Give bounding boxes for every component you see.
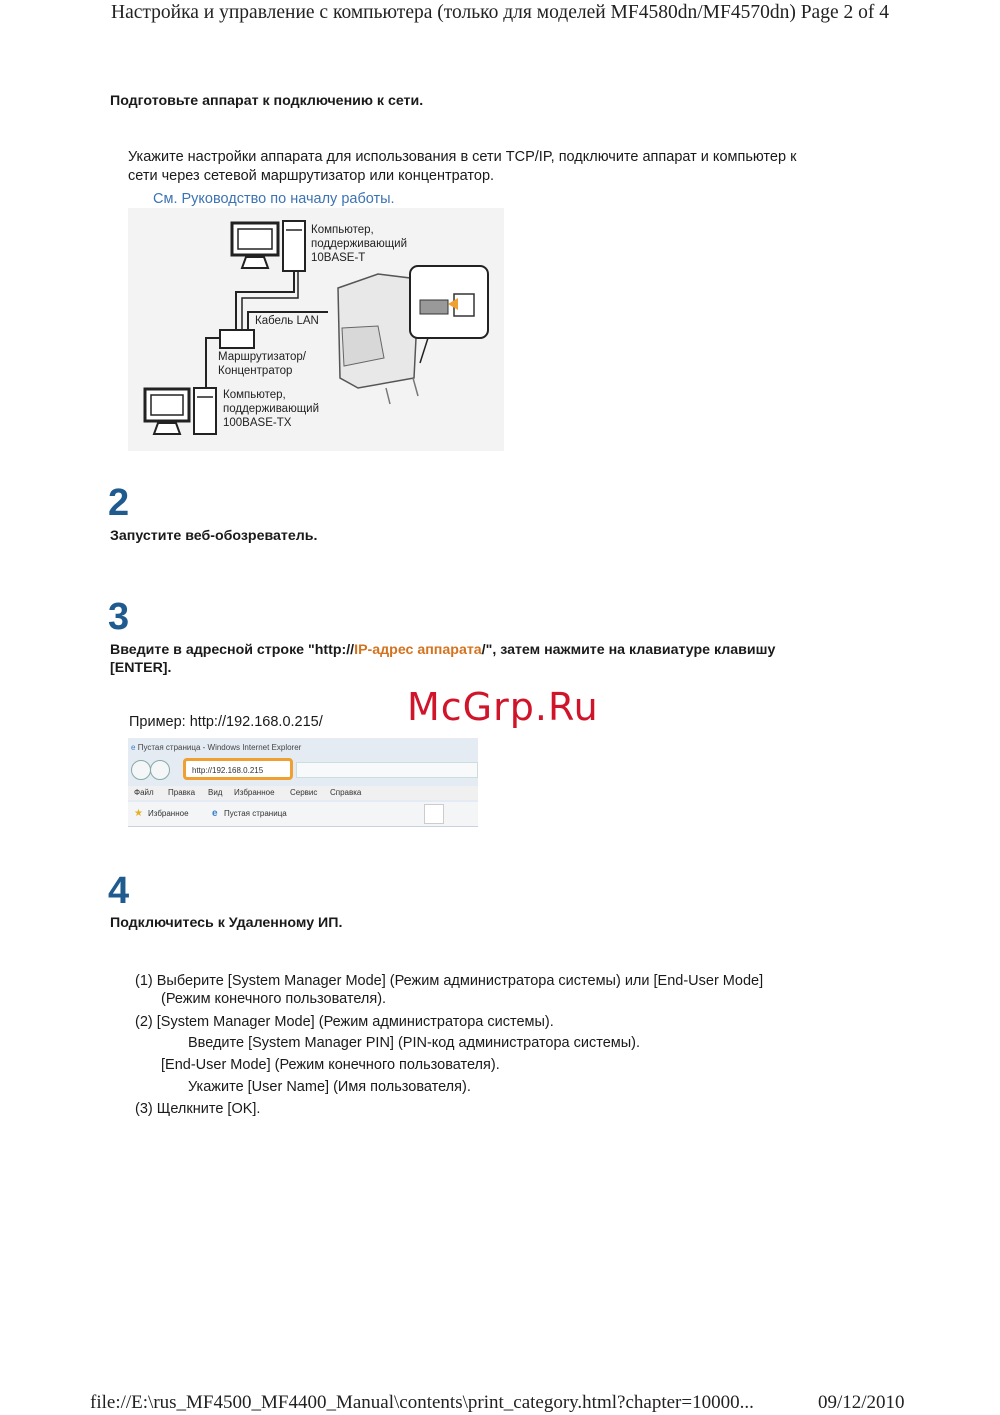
label-pc-bottom: [223, 388, 319, 430]
step3-heading-line2: [ENTER].: [110, 660, 172, 676]
step4-heading: Подключитесь к Удаленному ИП.: [110, 915, 343, 931]
step3-number: 3: [108, 596, 130, 638]
step3-example: Пример: http://192.168.0.215/: [129, 714, 323, 730]
menu-bar: [128, 786, 478, 800]
label-pc-bottom-3: 100BASE-TX: [223, 417, 292, 429]
label-pc-top: [311, 223, 407, 265]
step4-number: 4: [108, 870, 130, 912]
step2-number: 2: [108, 482, 130, 524]
menu-tools[interactable]: Сервис: [290, 788, 318, 797]
step2-heading: Запустите веб-обозреватель.: [110, 528, 318, 544]
menu-edit[interactable]: Правка: [168, 788, 196, 797]
back-button-icon[interactable]: [131, 760, 151, 780]
network-diagram: [128, 208, 504, 451]
star-icon: ★: [134, 808, 143, 819]
label-pc-bottom-1: Компьютер,: [223, 389, 286, 401]
page-icon: e: [212, 808, 218, 819]
step1-heading: Подготовьте аппарат к подключению к сети.: [110, 93, 424, 109]
menu-file[interactable]: Файл: [134, 788, 154, 797]
step3-heading: [110, 641, 890, 677]
menu-view[interactable]: Вид: [208, 788, 223, 797]
forward-button-icon[interactable]: [150, 760, 170, 780]
address-text: http://192.168.0.215: [192, 766, 264, 775]
label-pc-top-2: поддерживающий: [311, 238, 408, 250]
menu-help[interactable]: Справка: [330, 788, 362, 797]
step3-heading-prefix: Введите в адресной строке "http://: [110, 642, 355, 658]
ie-logo-icon: e: [131, 743, 136, 752]
step4-item-2-enduser: [End-User Mode] (Режим конечного пользователя).: [161, 1057, 500, 1073]
watermark: McGrp.Ru: [407, 685, 599, 729]
step1-text-line1: Укажите настройки аппарата для использования в сети TCP/IP, подключите аппарат и компьютер к: [128, 149, 797, 165]
page-header: Настройка и управление с компьютера (только для моделей MF4580dn/MF4570dn) Page 2 of 4: [111, 2, 889, 23]
address-bar-tail: [296, 762, 478, 778]
step1-text: [128, 148, 908, 186]
step4-item-2-username: Укажите [User Name] (Имя пользователя).: [188, 1079, 471, 1095]
browser-title: [131, 743, 301, 752]
label-pc-top-1: Компьютер,: [311, 224, 374, 236]
step1-text-line2: сети через сетевой маршрутизатор или концентратор.: [128, 168, 495, 184]
favorites-button[interactable]: Избранное: [148, 809, 189, 818]
step3-heading-highlight: IP-адрес аппарата: [354, 642, 482, 658]
label-cable: Кабель LAN: [255, 315, 319, 327]
label-pc-bottom-2: поддерживающий: [223, 403, 320, 415]
menu-favorites[interactable]: Избранное: [234, 788, 275, 797]
step4-item-3: (3) Щелкните [OK].: [135, 1101, 261, 1117]
step4-item-2: (2) [System Manager Mode] (Режим администратора системы).: [135, 1014, 554, 1030]
pc-bottom-icon: [145, 388, 216, 434]
browser-title-text: Пустая страница - Windows Internet Explorer: [137, 743, 302, 752]
step3-heading-line1: [110, 641, 890, 659]
new-tab-button[interactable]: [424, 804, 444, 824]
label-router-2: Концентратор: [218, 365, 293, 377]
browser-screenshot: [128, 738, 478, 827]
footer-path: file://E:\rus_MF4500_MF4400_Manual\contents\print_category.html?chapter=10000...: [90, 1392, 754, 1413]
footer-date: 09/12/2010: [818, 1392, 905, 1413]
printer-icon: [338, 274, 418, 404]
tab-blank-page[interactable]: Пустая страница: [224, 809, 287, 818]
router-icon: [220, 330, 254, 348]
step4-item-2-pin: Введите [System Manager PIN] (PIN-код администратора системы).: [188, 1035, 641, 1051]
step4-item-1-cont: (Режим конечного пользователя).: [161, 991, 387, 1007]
label-pc-top-3: 10BASE-T: [311, 252, 366, 264]
label-router: [218, 350, 306, 378]
pc-top-icon: [232, 221, 305, 271]
favorites-bar: [128, 802, 478, 826]
address-bar[interactable]: [183, 758, 293, 780]
step4-item-1: (1) Выберите [System Manager Mode] (Режим администратора системы) или [End-User Mode]: [135, 973, 764, 989]
guide-link[interactable]: См. Руководство по началу работы.: [153, 191, 395, 207]
label-router-1: Маршрутизатор/: [218, 351, 306, 363]
step3-heading-suffix: /", затем нажмите на клавиатуре клавишу: [481, 642, 776, 658]
port-detail-icon: [410, 266, 488, 363]
